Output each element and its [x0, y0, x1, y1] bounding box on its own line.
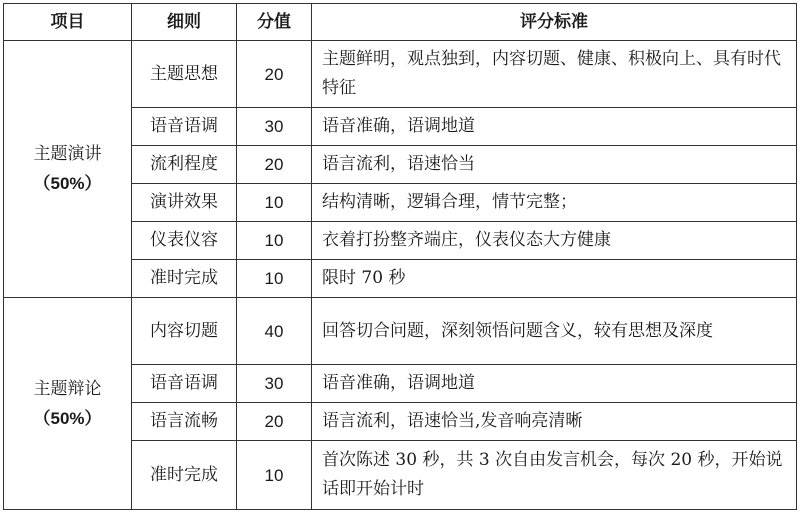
detail-cell: 演讲效果 — [132, 184, 237, 222]
score-cell: 20 — [237, 146, 312, 184]
detail-cell: 语音语调 — [132, 108, 237, 146]
detail-cell: 准时完成 — [132, 260, 237, 298]
detail-cell: 准时完成 — [132, 441, 237, 510]
score-cell: 20 — [237, 403, 312, 441]
score-cell: 10 — [237, 222, 312, 260]
header-item: 项目 — [4, 4, 132, 41]
criteria-cell: 衣着打扮整齐端庄，仪表仪态大方健康 — [312, 222, 797, 260]
criteria-cell: 主题鲜明，观点独到，内容切题、健康、积极向上、具有时代特征 — [312, 41, 797, 108]
detail-cell: 语言流畅 — [132, 403, 237, 441]
section-speech — [4, 41, 132, 298]
score-cell: 30 — [237, 365, 312, 403]
section-name: 主题辩论 — [33, 378, 102, 399]
score-cell: 30 — [237, 108, 312, 146]
detail-cell: 仪表仪容 — [132, 222, 237, 260]
section-weight: （50%） — [33, 408, 102, 428]
scoring-table — [3, 3, 797, 510]
section-name: 主题演讲 — [33, 144, 102, 164]
header-detail: 细则 — [132, 4, 237, 41]
criteria-cell: 回答切合问题，深刻领悟问题含义，较有思想及深度 — [312, 298, 797, 365]
criteria-cell: 结构清晰，逻辑合理，情节完整； — [312, 184, 797, 222]
criteria-cell: 语音准确，语调地道 — [312, 108, 797, 146]
detail-cell: 内容切题 — [132, 298, 237, 365]
detail-cell: 主题思想 — [132, 41, 237, 108]
section-debate — [4, 298, 132, 510]
score-cell: 20 — [237, 41, 312, 108]
table-row — [4, 41, 797, 108]
table-row — [4, 298, 797, 365]
criteria-cell: 语音准确，语调地道 — [312, 365, 797, 403]
score-cell: 10 — [237, 260, 312, 298]
score-cell: 10 — [237, 441, 312, 510]
criteria-cell: 语言流利，语速恰当 — [312, 146, 797, 184]
score-cell: 40 — [237, 298, 312, 365]
header-score: 分值 — [237, 4, 312, 41]
score-cell: 10 — [237, 184, 312, 222]
section-weight: （50%） — [33, 174, 102, 193]
header-criteria: 评分标准 — [312, 4, 797, 41]
detail-cell: 流利程度 — [132, 146, 237, 184]
criteria-cell: 限时 70 秒 — [312, 260, 797, 298]
criteria-cell: 首次陈述 30 秒，共 3 次自由发言机会，每次 20 秒，开始说话即开始计时 — [312, 441, 797, 510]
criteria-cell: 语言流利，语速恰当,发音响亮清晰 — [312, 403, 797, 441]
table-header-row — [4, 4, 797, 41]
detail-cell: 语音语调 — [132, 365, 237, 403]
